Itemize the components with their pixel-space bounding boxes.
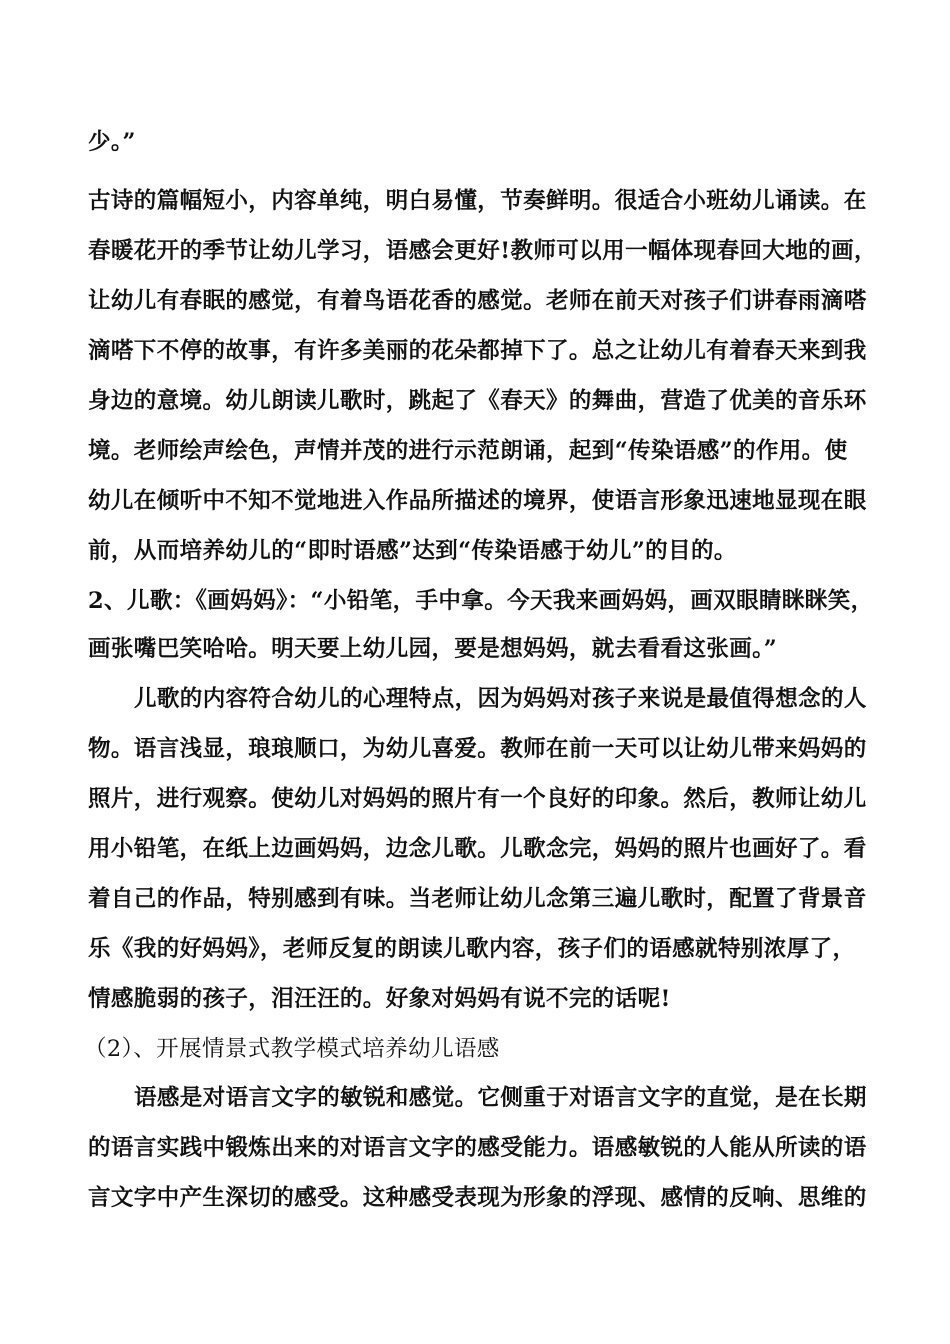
- text-line: 着自己的作品，特别感到有味。当老师让幼儿念第三遍儿歌时，配置了背景音: [88, 886, 867, 912]
- text-line: 春暖花开的季节让幼儿学习，语感会更好!教师可以用一幅体现春回大地的画，: [88, 238, 877, 264]
- text-line: 情感脆弱的孩子，泪汪汪的。好象对妈妈有说不完的话呢!: [88, 986, 671, 1012]
- text-line: 幼儿在倾听中不知不觉地进入作品所描述的境界，使语言形象迅速地显现在眼: [88, 488, 867, 514]
- text-line: 滴嗒下不停的故事，有许多美丽的花朵都掉下了。总之让幼儿有着春天来到我: [88, 338, 867, 364]
- text-line: 物。语言浅显，琅琅顺口，为幼儿喜爱。教师在前一天可以让幼儿带来妈妈的: [88, 736, 867, 762]
- text-line: 乐《我的好妈妈》，老师反复的朗读儿歌内容，孩子们的语感就特别浓厚了，: [88, 936, 856, 962]
- text-line: 2、儿歌：《画妈妈》：“小铅笔，手中拿。今天我来画妈妈，画双眼睛眯眯笑，: [88, 588, 874, 614]
- section-heading: （2）、开展情景式教学模式培养幼儿语感: [84, 1036, 500, 1062]
- text-line: 让幼儿有春眠的感觉，有着鸟语花香的感觉。老师在前天对孩子们讲春雨滴嗒: [88, 288, 867, 314]
- text-line: 少。”: [88, 129, 136, 155]
- text-line: 境。老师绘声绘色，声情并茂的进行示范朗诵，起到“传染语感”的作用。使: [88, 438, 848, 464]
- text-line: 照片，进行观察。使幼儿对妈妈的照片有一个良好的印象。然后，教师让幼儿: [88, 786, 867, 812]
- text-line: 的语言实践中锻炼出来的对语言文字的感受能力。语感敏锐的人能从所读的语: [88, 1135, 867, 1161]
- text-line: 画张嘴巴笑哈哈。明天要上幼儿园，要是想妈妈，就去看看这张画。”: [88, 636, 778, 662]
- text-line: 儿歌的内容符合幼儿的心理特点，因为妈妈对孩子来说是最值得想念的人: [134, 686, 867, 712]
- text-line: 前，从而培养幼儿的“即时语感”达到“传染语感于幼儿”的目的。: [88, 538, 737, 564]
- text-line: 言文字中产生深切的感受。这种感受表现为形象的浮现、感情的反响、思维的: [88, 1185, 867, 1211]
- text-line: 语感是对语言文字的敏锐和感觉。它侧重于对语言文字的直觉，是在长期: [134, 1085, 867, 1111]
- text-line: 古诗的篇幅短小，内容单纯，明白易懂，节奏鲜明。很适合小班幼儿诵读。在: [88, 188, 867, 214]
- text-line: 用小铅笔，在纸上边画妈妈，边念儿歌。儿歌念完，妈妈的照片也画好了。看: [88, 836, 867, 862]
- text-line: 身边的意境。幼儿朗读儿歌时，跳起了《春天》的舞曲，营造了优美的音乐环: [88, 388, 867, 414]
